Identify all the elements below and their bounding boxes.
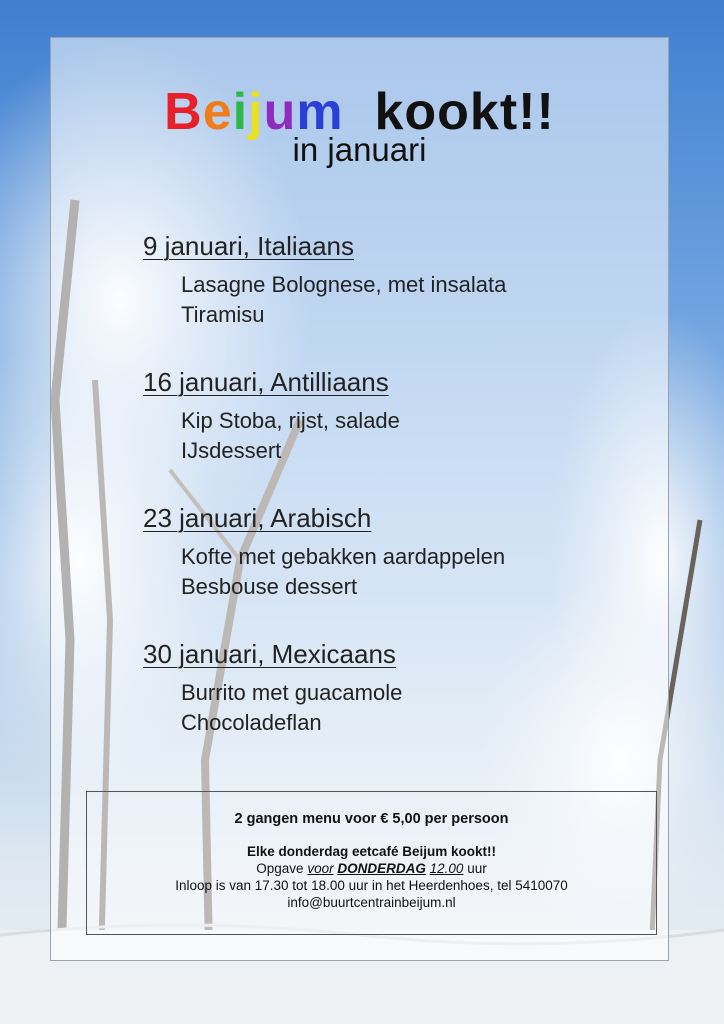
title-rest: kookt!! xyxy=(374,83,555,141)
title-letter-e: e xyxy=(202,83,233,141)
price-line: 2 gangen menu voor € 5,00 per persoon xyxy=(234,811,509,827)
event-item-2 xyxy=(143,366,643,466)
title-letter-b: B xyxy=(164,83,203,141)
title-letter-i: i xyxy=(232,83,249,141)
event-dish: Chocoladeflan xyxy=(181,710,322,735)
event-heading: 30 januari, Mexicaans xyxy=(143,639,396,669)
event-item-1 xyxy=(143,230,643,330)
event-heading: 16 januari, Antilliaans xyxy=(143,367,389,397)
opgave-line xyxy=(87,860,656,877)
event-dish: Besbouse dessert xyxy=(181,574,358,599)
poster-panel xyxy=(50,37,669,961)
event-dish: Lasagne Bolognese, met insalata xyxy=(181,272,507,297)
opgave-time: 12.00 xyxy=(429,861,464,876)
title-letter-j: j xyxy=(248,83,264,141)
event-heading: 23 januari, Arabisch xyxy=(143,503,372,533)
event-dish: Kofte met gebakken aardappelen xyxy=(181,544,506,569)
event-item-4 xyxy=(143,638,643,738)
poster-subtitle: in januari xyxy=(292,131,427,168)
opgave-voor: voor xyxy=(307,861,334,876)
every-thursday-line: Elke donderdag eetcafé Beijum kookt!! xyxy=(246,844,497,859)
info-box xyxy=(86,791,657,935)
event-dish: IJsdessert xyxy=(181,438,282,463)
event-item-3 xyxy=(143,502,643,602)
title-letter-m: m xyxy=(296,83,344,141)
opgave-suffix: uur xyxy=(463,861,487,876)
title-letter-u: u xyxy=(263,83,297,141)
inloop-line: Inloop is van 17.30 tot 18.00 uur in het Heerdenhoes, tel 5410070 xyxy=(175,878,568,893)
opgave-day: DONDERDAG xyxy=(337,861,426,876)
email-address[interactable]: info@buurtcentrainbeijum.nl xyxy=(287,895,456,910)
event-dish: Burrito met guacamole xyxy=(181,680,403,705)
event-heading: 9 januari, Italiaans xyxy=(143,231,355,261)
event-dish: Tiramisu xyxy=(181,302,265,327)
opgave-prefix: Opgave xyxy=(256,861,308,876)
event-dish: Kip Stoba, rijst, salade xyxy=(181,408,400,433)
